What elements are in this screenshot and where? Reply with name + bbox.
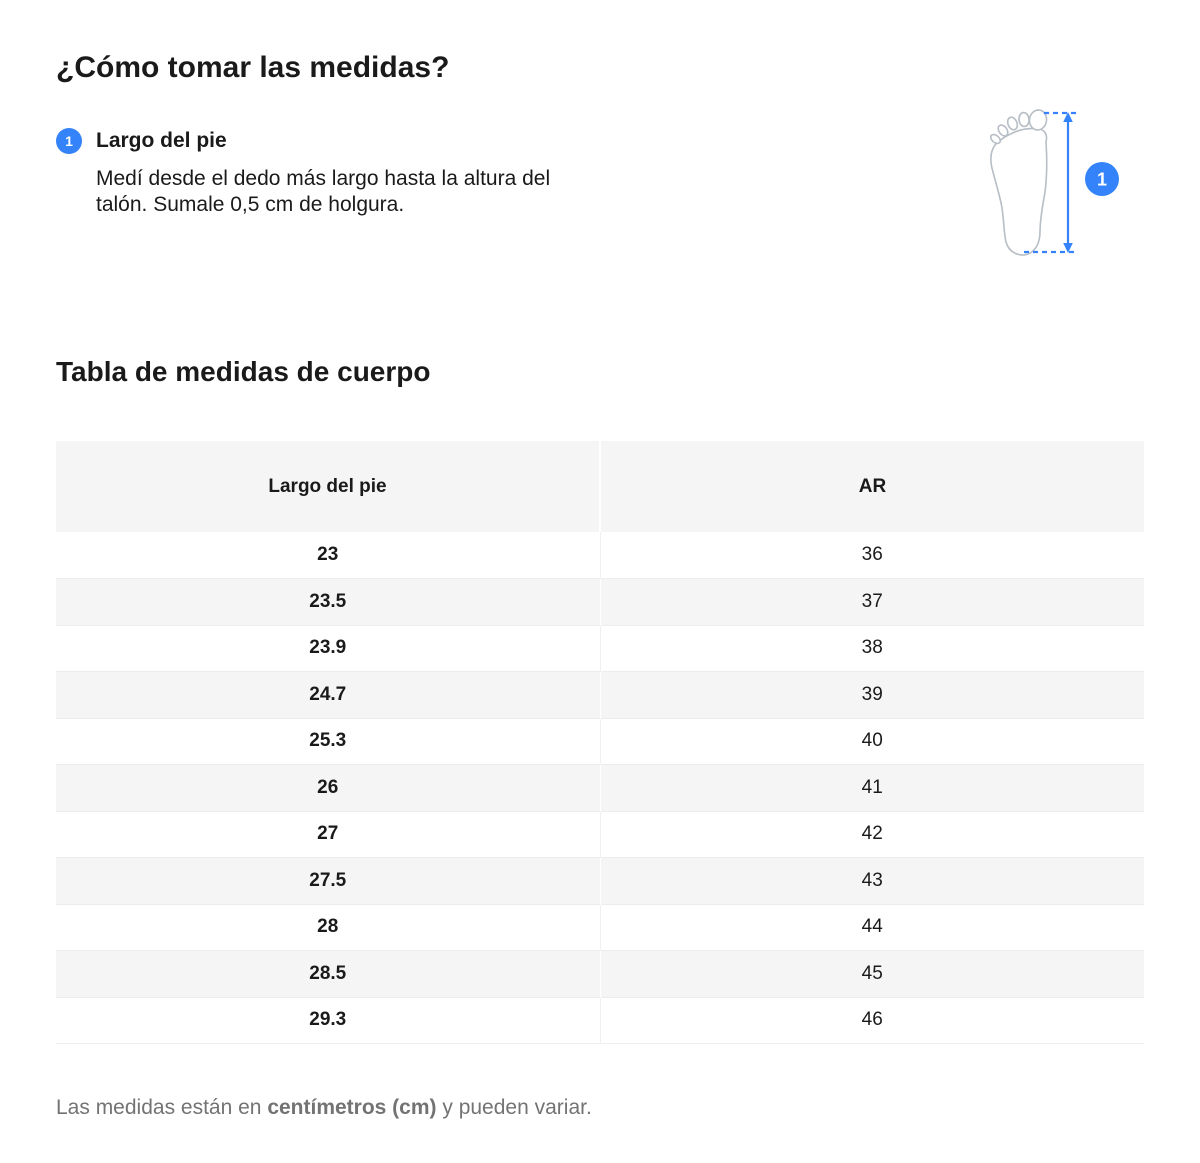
svg-text:1: 1 xyxy=(1096,169,1108,190)
cell-foot-length: 28.5 xyxy=(309,962,347,984)
cell-foot-length: 25.3 xyxy=(309,730,347,752)
table-row xyxy=(56,951,1144,998)
page-title: ¿Cómo tomar las medidas? xyxy=(56,51,450,84)
measurements-footnote xyxy=(56,1094,1144,1122)
step-1-header xyxy=(56,128,566,154)
table-row xyxy=(56,579,1144,626)
cell-ar-size: 40 xyxy=(600,718,1144,765)
step-1-label: Largo del pie xyxy=(96,129,227,152)
table-title: Tabla de medidas de cuerpo xyxy=(56,356,431,387)
cell-foot-length: 28 xyxy=(317,916,339,938)
measure-instructions-section xyxy=(56,128,1144,277)
step-1-number-badge: 1 xyxy=(56,128,82,154)
table-row xyxy=(56,811,1144,858)
size-guide-page xyxy=(0,50,1200,1122)
table-row xyxy=(56,858,1144,905)
cell-foot-length: 26 xyxy=(317,776,339,798)
measure-1-badge xyxy=(1085,162,1119,196)
cell-ar-size: 46 xyxy=(600,997,1144,1044)
table-row xyxy=(56,625,1144,672)
table-row xyxy=(56,997,1144,1044)
cell-ar-size: 42 xyxy=(600,811,1144,858)
cell-foot-length: 27.5 xyxy=(309,869,347,891)
size-table-header xyxy=(56,441,1144,532)
cell-ar-size: 41 xyxy=(600,765,1144,812)
size-table-body xyxy=(56,532,1144,1044)
cell-ar-size: 38 xyxy=(600,625,1144,672)
footnote-suffix: y pueden variar. xyxy=(436,1096,592,1119)
table-row xyxy=(56,765,1144,812)
cell-ar-size: 37 xyxy=(600,579,1144,626)
column-header-ar: AR xyxy=(600,441,1144,532)
cell-ar-size: 45 xyxy=(600,951,1144,998)
step-1-description: Medí desde el dedo más largo hasta la altura del talón. Sumale 0,5 cm de holgura. xyxy=(96,167,551,216)
cell-foot-length: 29.3 xyxy=(309,1009,347,1031)
cell-foot-length: 24.7 xyxy=(309,683,347,705)
foot-outline-icon xyxy=(982,104,1132,272)
cell-ar-size: 43 xyxy=(600,858,1144,905)
footnote-units: centímetros (cm) xyxy=(267,1096,437,1119)
table-row xyxy=(56,904,1144,951)
cell-foot-length: 23 xyxy=(317,544,339,565)
table-row xyxy=(56,532,1144,579)
step-1-instruction xyxy=(56,128,566,218)
cell-foot-length: 23.5 xyxy=(309,590,347,612)
column-header-largo-del-pie: Largo del pie xyxy=(56,441,600,532)
cell-ar-size: 44 xyxy=(600,904,1144,951)
foot-measure-figure xyxy=(982,104,1132,277)
footnote-prefix: Las medidas están en xyxy=(56,1096,268,1119)
header-row xyxy=(56,441,1144,532)
cell-foot-length: 27 xyxy=(317,823,339,845)
cell-ar-size: 39 xyxy=(600,672,1144,719)
cell-foot-length: 23.9 xyxy=(309,637,347,659)
cell-ar-size: 36 xyxy=(600,532,1144,579)
table-row xyxy=(56,718,1144,765)
size-table xyxy=(56,441,1144,1044)
table-row xyxy=(56,672,1144,719)
